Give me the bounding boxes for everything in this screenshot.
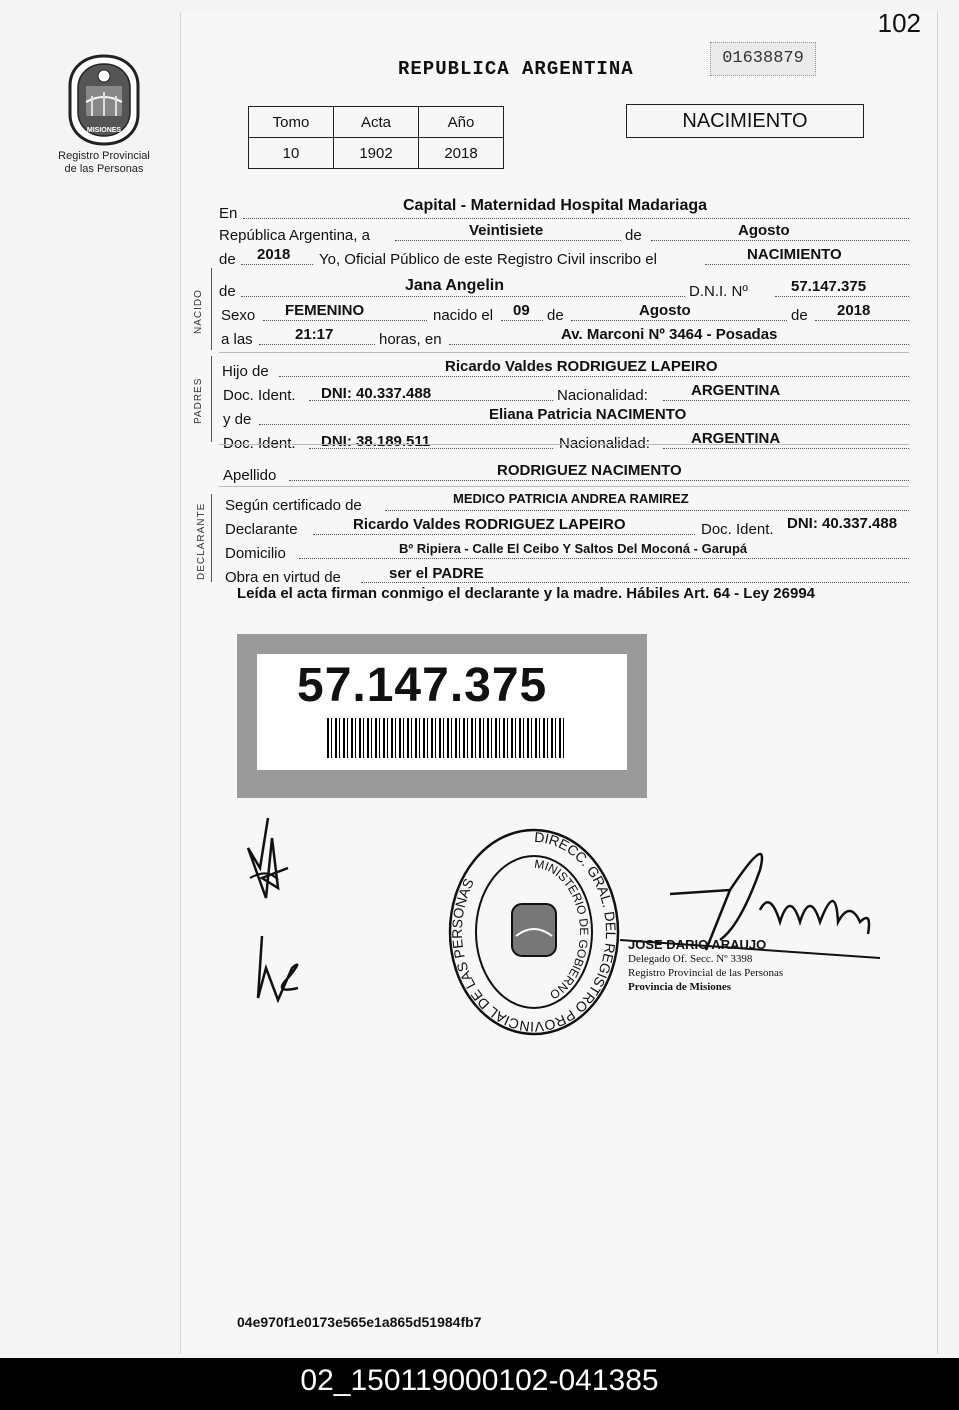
label-a-las: a las	[221, 331, 253, 348]
label-segun: Según certificado de	[225, 497, 362, 514]
tomo-value: 10	[249, 138, 334, 169]
value-madre-dni: DNI: 38.189.511	[321, 433, 431, 450]
value-dni: 57.147.375	[791, 278, 867, 295]
value-declarante-dni: DNI: 40.337.488	[787, 515, 898, 532]
label-obra: Obra en virtud de	[225, 569, 341, 586]
label-de: de	[625, 227, 642, 244]
label-y-de: y de	[223, 411, 252, 428]
registry-table	[248, 106, 504, 169]
value-declarante: Ricardo Valdes RODRIGUEZ LAPEIRO	[353, 516, 626, 533]
value-lugar: Capital - Maternidad Hospital Madariaga	[403, 197, 708, 214]
stamp-inner-text: MINISTERIO DE GOBIERNO	[533, 856, 591, 1003]
acta-header: Acta	[334, 107, 419, 138]
row-hora	[219, 326, 909, 348]
value-anio: 2018	[257, 246, 291, 263]
label-oficial: Yo, Oficial Público de este Registro Civil inscribo el	[319, 251, 657, 268]
value-obra: ser el PADRE	[389, 565, 484, 582]
row-sexo	[219, 302, 909, 324]
seal-caption-line1: Registro Provincial	[58, 150, 150, 162]
label-sexo: Sexo	[221, 307, 256, 324]
label-de3: de	[547, 307, 564, 324]
official-stamp-text	[628, 938, 783, 994]
section-nacido: NACIDO	[193, 289, 204, 334]
svg-text:MISIONES: MISIONES	[86, 127, 122, 134]
label-republica: República Argentina, a	[219, 227, 370, 244]
label-dni: D.N.I. Nº	[689, 283, 748, 300]
value-mes-nac: Agosto	[639, 302, 691, 319]
label-de2: de	[219, 251, 236, 268]
label-domicilio: Domicilio	[225, 545, 286, 562]
label-nacido-el: nacido el	[433, 307, 494, 324]
document-hash: 04e970f1e0173e565e1a865d51984fb7	[237, 1314, 482, 1330]
value-domicilio: Bº Ripiera - Calle El Ceibo Y Saltos Del Moconá - Garupá	[399, 541, 748, 556]
value-sexo: FEMENINO	[285, 302, 365, 319]
row-padre-doc	[219, 382, 909, 404]
document-type: NACIMIENTO	[626, 104, 864, 138]
row-nombre	[219, 278, 909, 300]
value-acto: NACIMIENTO	[747, 246, 842, 263]
label-declarante: Declarante	[225, 521, 298, 538]
madre-signature-icon	[248, 928, 308, 1008]
row-apellido	[219, 462, 909, 484]
label-doc-ident3: Doc. Ident.	[701, 521, 774, 538]
value-dia-nac: 09	[513, 302, 530, 319]
barcode	[327, 718, 567, 758]
anio-value: 2018	[419, 138, 504, 169]
seal-caption	[44, 150, 164, 176]
declarante-signature-icon	[238, 808, 298, 908]
value-padre-dni: DNI: 40.337.488	[321, 385, 432, 402]
provincial-seal-icon	[62, 52, 146, 148]
official-line3: Provincia de Misiones	[628, 981, 732, 993]
value-padre-nac: ARGENTINA	[691, 382, 781, 399]
row-padre	[219, 358, 909, 380]
section-padres: PADRES	[193, 377, 204, 424]
row-declarante	[219, 516, 909, 538]
acta-value: 1902	[334, 138, 419, 169]
official-line2: Registro Provincial de las Personas	[628, 967, 784, 979]
row-domicilio	[219, 540, 909, 562]
row-inscribe	[219, 246, 909, 268]
official-round-stamp-icon	[444, 824, 624, 1040]
official-name: JOSE DARIO ARAUJO	[628, 937, 767, 952]
value-dia: Veintisiete	[469, 222, 544, 239]
value-direccion: Av. Marconi Nº 3464 - Posadas	[561, 326, 778, 343]
section-declarante: DECLARANTE	[196, 502, 207, 580]
official-line1: Delegado Of. Secc. Nº 3398	[628, 953, 753, 965]
value-mes: Agosto	[738, 222, 790, 239]
value-madre-nac: ARGENTINA	[691, 430, 781, 447]
row-madre-doc	[219, 430, 909, 452]
stamp-ring-text: DIRECC. GRAL. DEL REGISTRO PROVINCIAL DE LAS PERSONAS	[448, 828, 620, 1036]
row-lugar	[219, 197, 909, 222]
dni-stamp-number: 57.147.375	[297, 659, 548, 712]
row-obra	[219, 564, 909, 586]
value-padre: Ricardo Valdes RODRIGUEZ LAPEIRO	[445, 358, 718, 375]
page-number: 102	[877, 8, 921, 38]
label-hijo-de: Hijo de	[222, 363, 269, 380]
label-de4: de	[791, 307, 808, 324]
document-title: REPUBLICA ARGENTINA	[398, 58, 634, 80]
value-anio-nac: 2018	[837, 302, 871, 319]
value-nombre: Jana Angelin	[405, 277, 504, 294]
label-doc-ident2: Doc. Ident.	[223, 435, 296, 452]
value-apellido: RODRIGUEZ NACIMENTO	[497, 462, 682, 479]
label-nacionalidad2: Nacionalidad:	[559, 435, 650, 452]
label-doc-ident: Doc. Ident.	[223, 387, 296, 404]
tomo-header: Tomo	[249, 107, 334, 138]
row-certificado	[219, 492, 909, 514]
dni-stamp	[237, 634, 647, 798]
label-en: En	[219, 205, 238, 222]
label-apellido: Apellido	[223, 467, 277, 484]
label-de-nombre: de	[219, 283, 236, 300]
value-hora: 21:17	[295, 326, 334, 343]
closing-text: Leída el acta firman conmigo el declarante y la madre. Hábiles Art. 64 - Ley 26994	[237, 585, 816, 602]
scan-id-footer: 02_150119000102-041385	[0, 1358, 959, 1410]
serial-number: 01638879	[710, 42, 816, 76]
label-horas-en: horas, en	[379, 331, 442, 348]
label-nacionalidad: Nacionalidad:	[557, 387, 648, 404]
anio-header: Año	[419, 107, 504, 138]
seal-caption-line2: de las Personas	[64, 163, 144, 175]
value-certificado: MEDICO PATRICIA ANDREA RAMIREZ	[453, 491, 689, 506]
value-madre: Eliana Patricia NACIMENTO	[489, 406, 687, 423]
row-fecha	[219, 222, 909, 244]
row-madre	[219, 406, 909, 428]
